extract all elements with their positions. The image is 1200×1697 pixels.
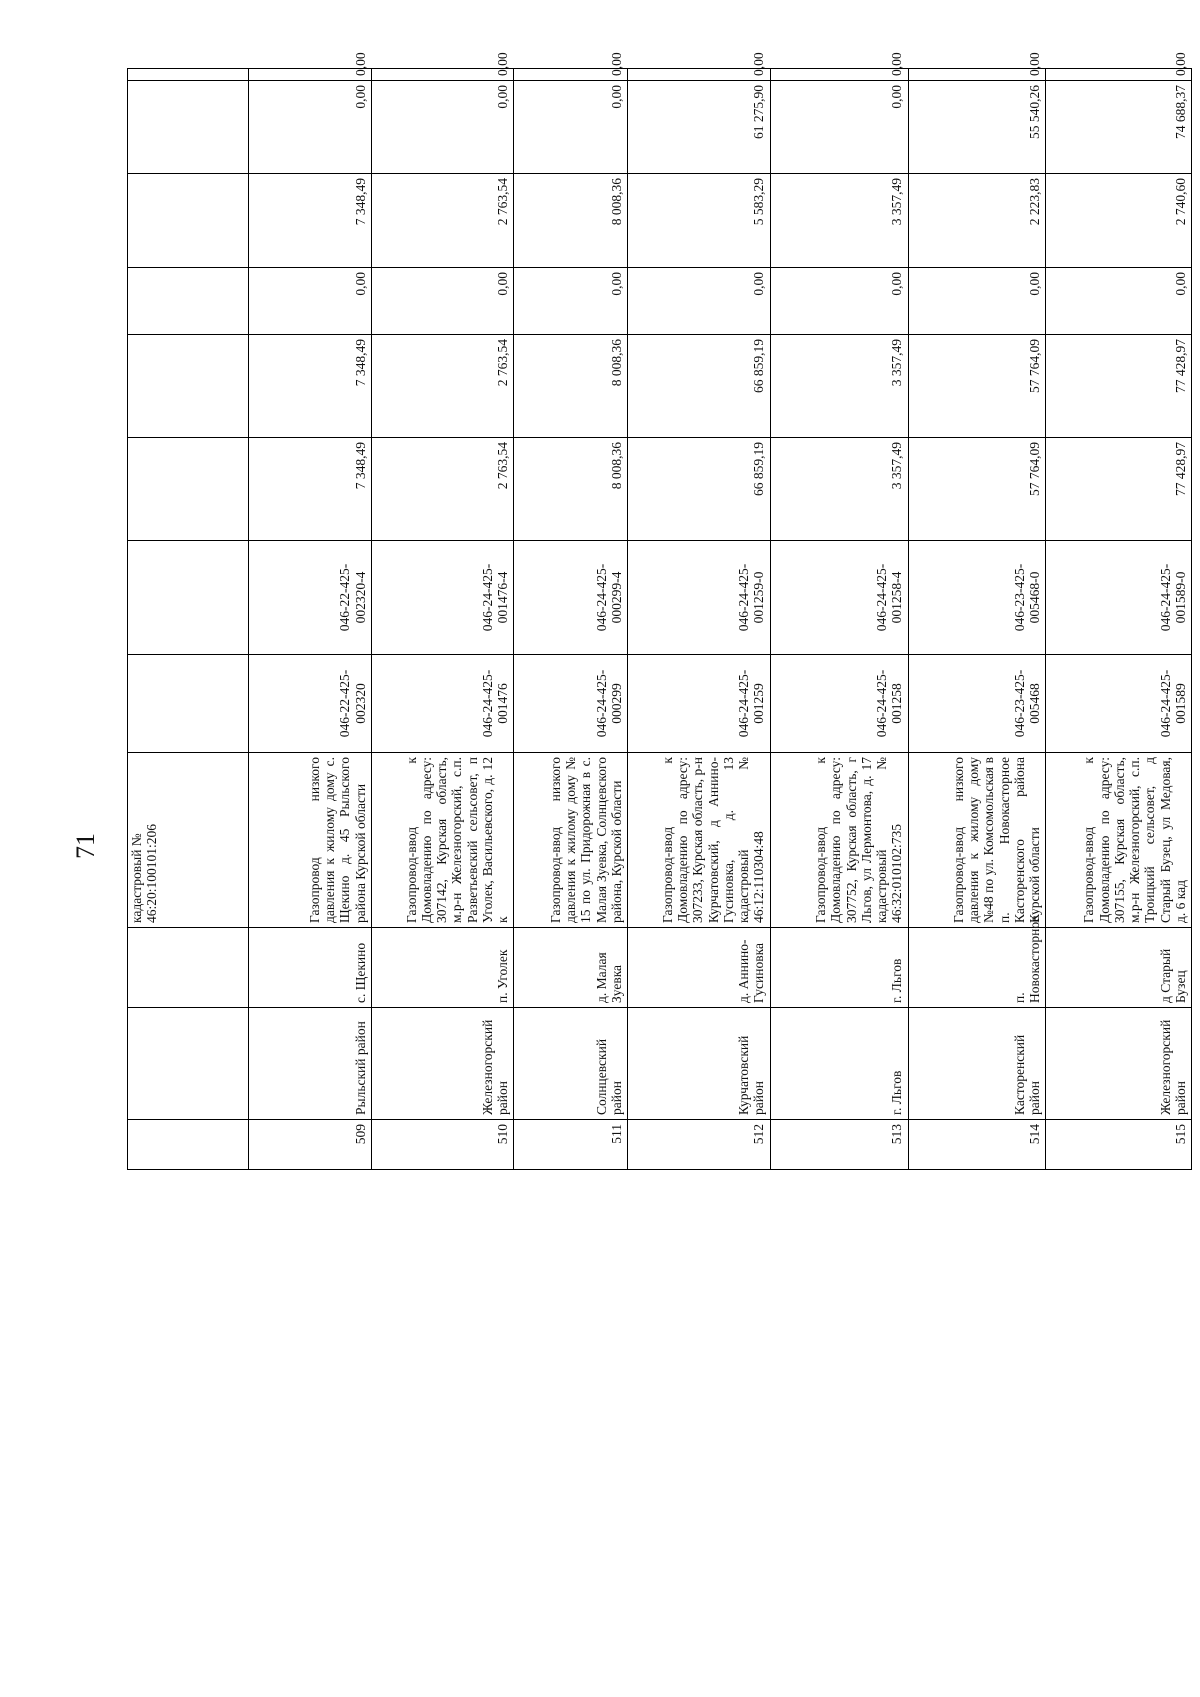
object-description-cell: Газопровод-ввод к Домовладению по адресу: 307142, Курская область, м.р-н Железногорский, с.п. Разветьевский сельсовет, п Уголек, Васильевского, д. 12 к xyxy=(371,753,514,928)
page-number: 71 xyxy=(71,833,100,859)
asset-code-cell: 046-24-425-000299-4 xyxy=(514,541,628,655)
row-number-cell: 513 xyxy=(770,1120,908,1170)
continuation-row xyxy=(128,69,249,1170)
table-row xyxy=(514,69,628,1170)
inventory-number-cell: 046-24-425-001259 xyxy=(628,655,771,753)
value-6-cell: 0,00 xyxy=(628,69,771,81)
value-6-cell: 0,00 xyxy=(908,69,1046,81)
value-5-cell: 0,00 xyxy=(249,81,372,174)
value-1-cell: 66 859,19 xyxy=(628,438,771,541)
district-cell: Солнцевский район xyxy=(514,1008,628,1120)
value-5-cell: 0,00 xyxy=(514,81,628,174)
table-row xyxy=(249,69,372,1170)
settlement-cell: д. Малая Зуевка xyxy=(514,928,628,1008)
row-number-cell: 514 xyxy=(908,1120,1046,1170)
continuation-object-cell: кадастровый № 46:20:100101:206 xyxy=(128,753,249,928)
object-description-cell: Газопровод-ввод к Домовладению по адресу: 307752, Курская область, г Льгов, ул Лермонтова, д. 17 кадастровый № 46:32:010102:735 xyxy=(770,753,908,928)
table-row xyxy=(908,69,1046,1170)
value-5-cell: 74 688,37 xyxy=(1046,81,1192,174)
value-3-cell: 0,00 xyxy=(628,268,771,335)
settlement-cell: г. Льгов xyxy=(770,928,908,1008)
inventory-number-cell: 046-24-425-001476 xyxy=(371,655,514,753)
settlement-cell: п. Новокасторное xyxy=(908,928,1046,1008)
value-3-cell: 0,00 xyxy=(249,268,372,335)
table-row xyxy=(628,69,771,1170)
inventory-number-cell: 046-22-425-002320 xyxy=(249,655,372,753)
value-5-cell: 0,00 xyxy=(770,81,908,174)
value-6-cell: 0,00 xyxy=(514,69,628,81)
value-2-cell: 77 428,97 xyxy=(1046,335,1192,438)
district-cell: Касторенский район xyxy=(908,1008,1046,1120)
object-description-cell: Газопровод низкого давления к жилому дому с. Щекино д. 45 Рыльского района Курской области xyxy=(249,753,372,928)
inventory-number-cell: 046-23-425-005468 xyxy=(908,655,1046,753)
value-3-cell: 0,00 xyxy=(908,268,1046,335)
value-6-cell: 0,00 xyxy=(371,69,514,81)
row-number-cell: 512 xyxy=(628,1120,771,1170)
value-5-cell: 0,00 xyxy=(371,81,514,174)
value-6-cell: 0,00 xyxy=(249,69,372,81)
value-2-cell: 8 008,36 xyxy=(514,335,628,438)
asset-code-cell: 046-24-425-001259-0 xyxy=(628,541,771,655)
table-row xyxy=(1046,69,1192,1170)
settlement-cell: д. Аннино-Гусиновка xyxy=(628,928,771,1008)
value-4-cell: 3 357,49 xyxy=(770,174,908,268)
value-4-cell: 2 763,54 xyxy=(371,174,514,268)
rotated-table-wrapper xyxy=(127,52,1192,1170)
value-2-cell: 66 859,19 xyxy=(628,335,771,438)
value-1-cell: 2 763,54 xyxy=(371,438,514,541)
value-4-cell: 2 740,60 xyxy=(1046,174,1192,268)
district-cell: г. Льгов xyxy=(770,1008,908,1120)
value-1-cell: 77 428,97 xyxy=(1046,438,1192,541)
value-6-cell: 0,00 xyxy=(1046,69,1192,81)
value-3-cell: 0,00 xyxy=(514,268,628,335)
object-description-cell: Газопровод-ввод низкого давления к жилому дому №48 по ул. Комсомольская в п. Новокасторное Касторенского района Курской области xyxy=(908,753,1046,928)
row-number-cell: 510 xyxy=(371,1120,514,1170)
value-5-cell: 55 540,26 xyxy=(908,81,1046,174)
object-description-cell: Газопровод-ввод к Домовладению по адресу: 307155, Курская область, м.р-н Железногорский, с.п. Троицкий сельсовет, д Старый Бузец, ул Медовая, д. 6 кад xyxy=(1046,753,1192,928)
table-row xyxy=(770,69,908,1170)
value-1-cell: 3 357,49 xyxy=(770,438,908,541)
object-description-cell: Газопровод-ввод к Домовладению по адресу: 307233, Курская область, р-н Курчатовский, д Аннино-Гусиновка, д. 13 кадастровый № 46:12:110304:48 xyxy=(628,753,771,928)
value-2-cell: 7 348,49 xyxy=(249,335,372,438)
value-4-cell: 7 348,49 xyxy=(249,174,372,268)
settlement-cell: п. Уголек xyxy=(371,928,514,1008)
value-5-cell: 61 275,90 xyxy=(628,81,771,174)
row-number-cell: 511 xyxy=(514,1120,628,1170)
row-number-cell: 509 xyxy=(249,1120,372,1170)
value-3-cell: 0,00 xyxy=(1046,268,1192,335)
asset-code-cell: 046-24-425-001589-0 xyxy=(1046,541,1192,655)
asset-code-cell: 046-23-425-005468-0 xyxy=(908,541,1046,655)
district-cell: Курчатовский район xyxy=(628,1008,771,1120)
settlement-cell: д Старый Бузец xyxy=(1046,928,1192,1008)
value-3-cell: 0,00 xyxy=(770,268,908,335)
value-1-cell: 7 348,49 xyxy=(249,438,372,541)
asset-code-cell: 046-24-425-001258-4 xyxy=(770,541,908,655)
inventory-number-cell: 046-24-425-001258 xyxy=(770,655,908,753)
table-row xyxy=(371,69,514,1170)
value-4-cell: 2 223,83 xyxy=(908,174,1046,268)
inventory-number-cell: 046-24-425-001589 xyxy=(1046,655,1192,753)
value-1-cell: 57 764,09 xyxy=(908,438,1046,541)
asset-code-cell: 046-24-425-001476-4 xyxy=(371,541,514,655)
district-cell: Железногорский район xyxy=(1046,1008,1192,1120)
value-1-cell: 8 008,36 xyxy=(514,438,628,541)
object-description-cell: Газопровод-ввод низкого давления к жилому дому № 15 по ул. Придорожная в с. Малая Зуевка, Солнцевского района, Курской области xyxy=(514,753,628,928)
district-cell: Железногорский район xyxy=(371,1008,514,1120)
inventory-number-cell: 046-24-425-000299 xyxy=(514,655,628,753)
settlement-cell: с. Щекино xyxy=(249,928,372,1008)
value-4-cell: 8 008,36 xyxy=(514,174,628,268)
value-6-cell: 0,00 xyxy=(770,69,908,81)
asset-code-cell: 046-22-425-002320-4 xyxy=(249,541,372,655)
value-4-cell: 5 583,29 xyxy=(628,174,771,268)
value-2-cell: 2 763,54 xyxy=(371,335,514,438)
value-2-cell: 3 357,49 xyxy=(770,335,908,438)
value-3-cell: 0,00 xyxy=(371,268,514,335)
row-number-cell: 515 xyxy=(1046,1120,1192,1170)
district-cell: Рыльский район xyxy=(249,1008,372,1120)
value-2-cell: 57 764,09 xyxy=(908,335,1046,438)
asset-table xyxy=(127,52,1192,1170)
